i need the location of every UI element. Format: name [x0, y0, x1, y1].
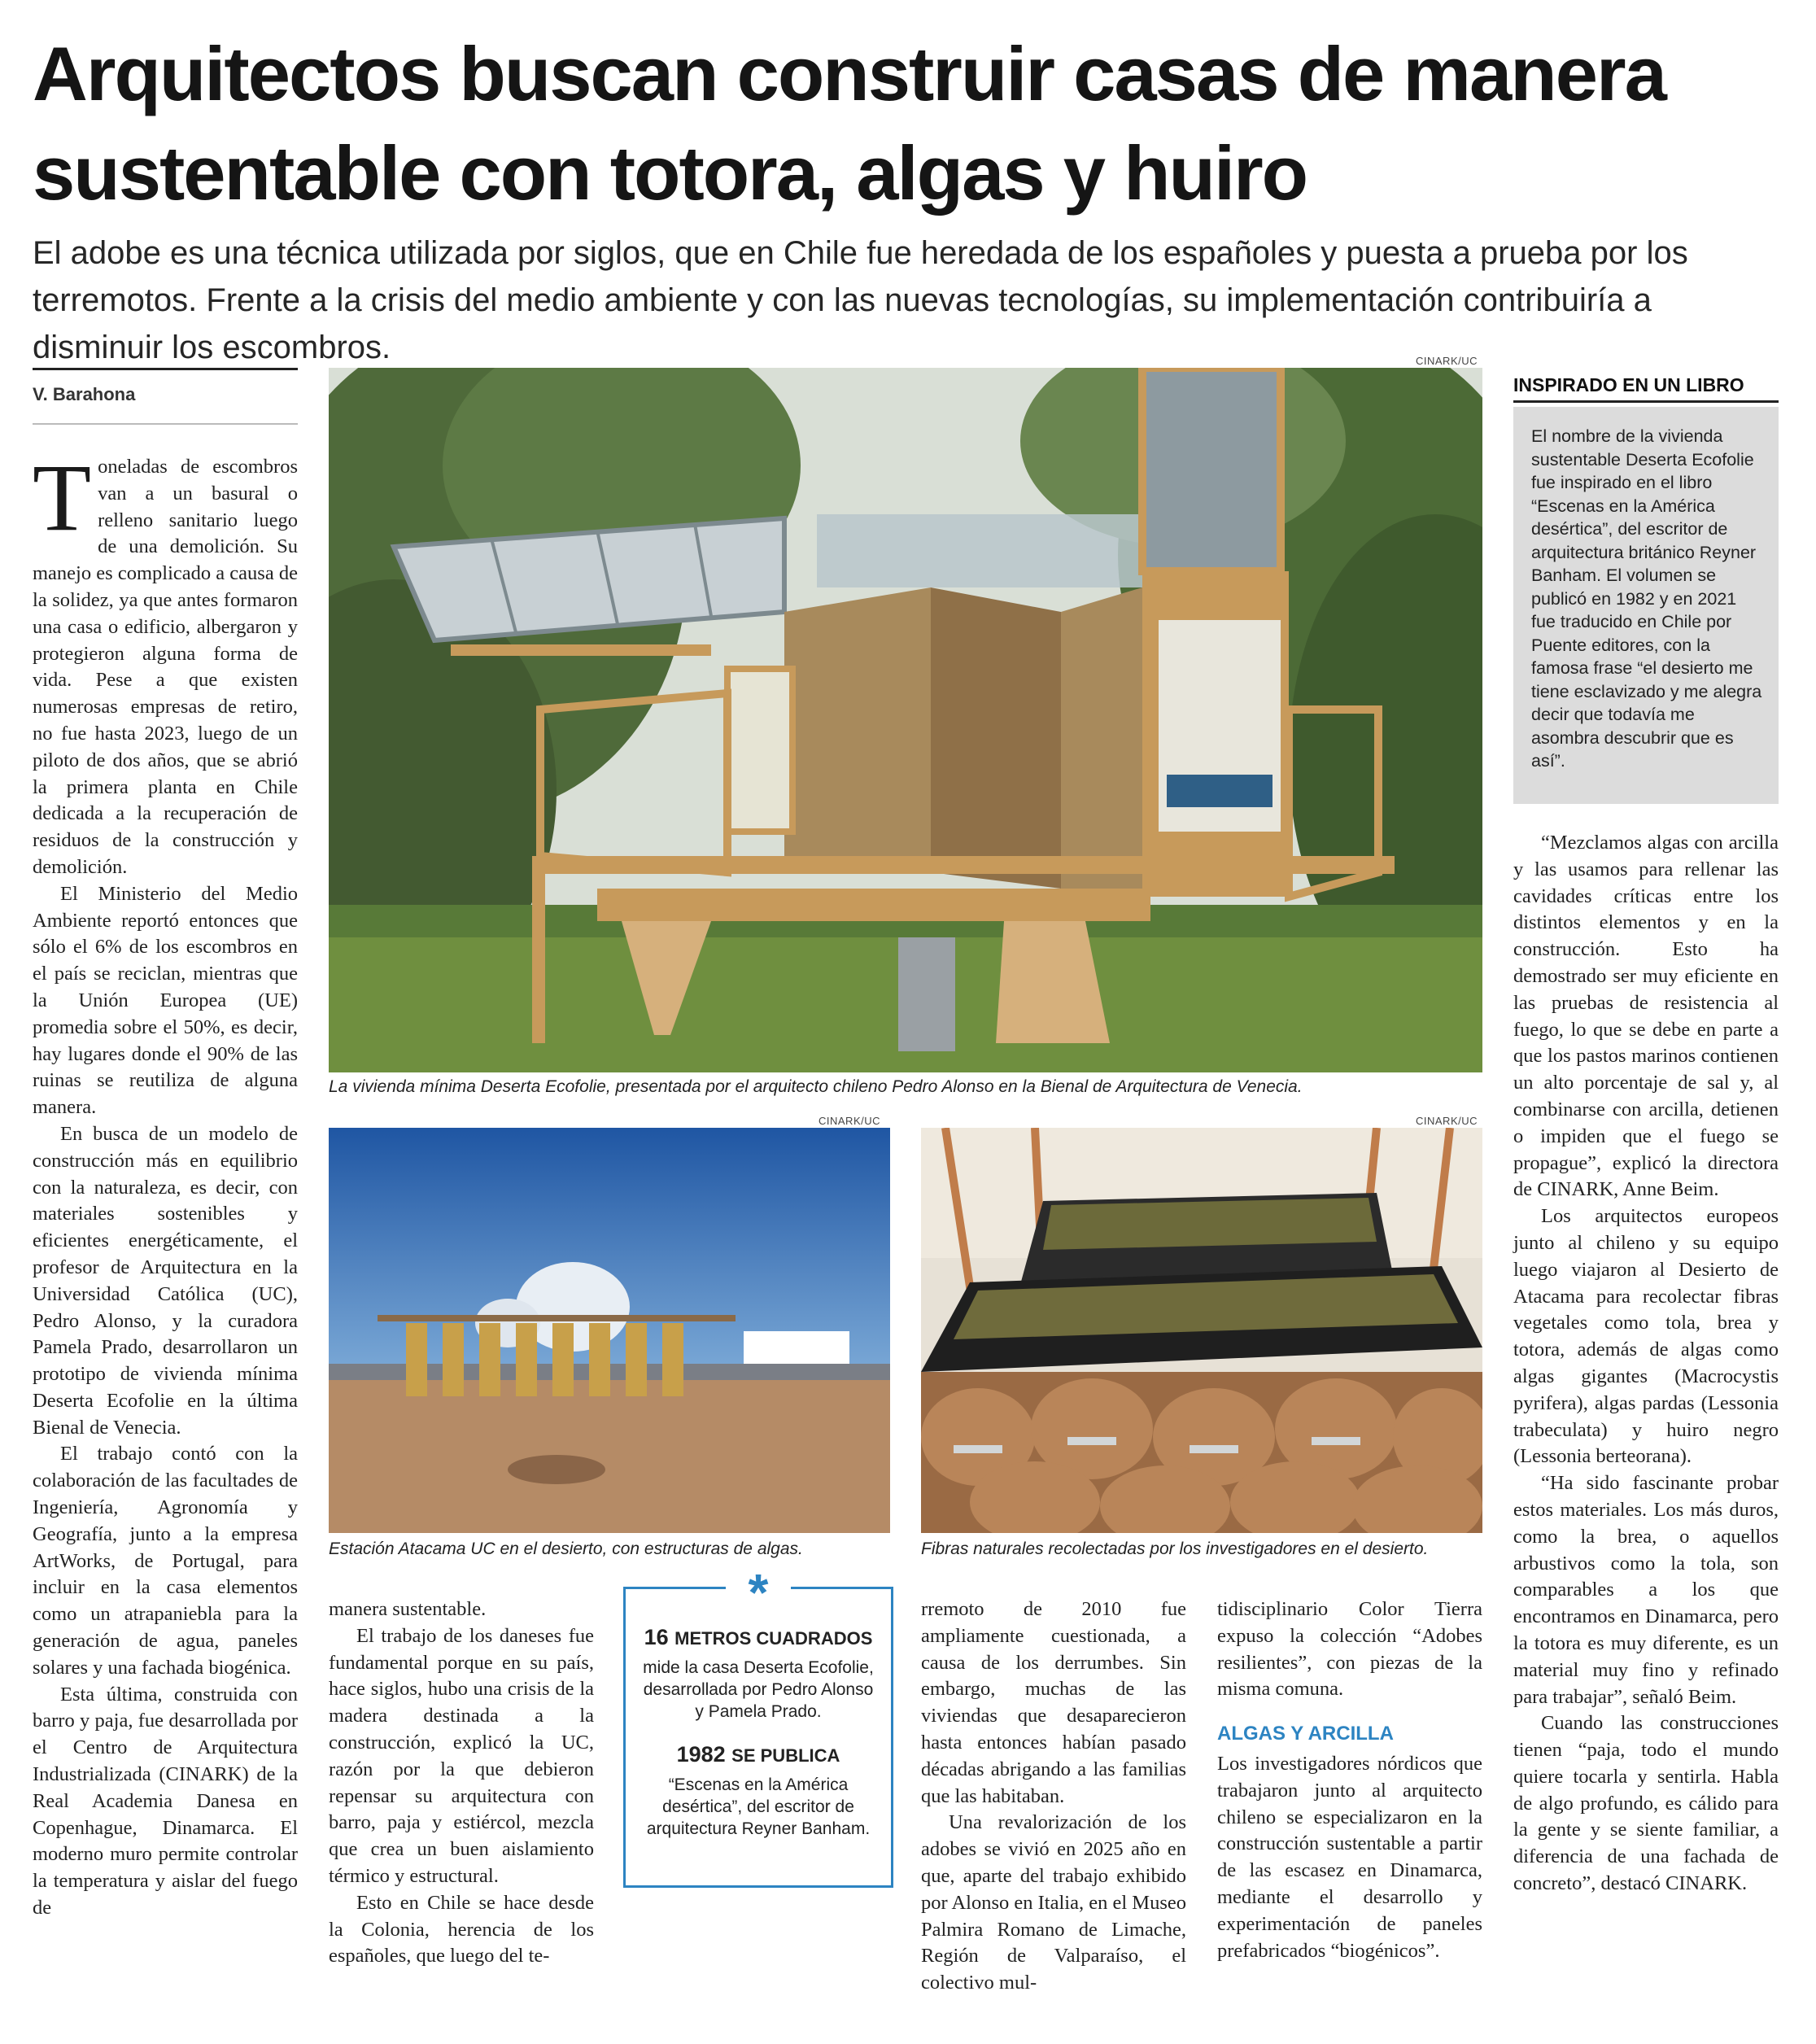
byline: V. Barahona [33, 384, 136, 404]
paragraph: El trabajo de los daneses fue fundamental porque en su país, hace siglos, hubo una crisis de la madera destinada a la construcción, explicó la UC, razón por la que debieron repensar su arquitectura con barro, paja y estiércol, mezcla que crea un buen aislamiento térmico y estructural. [329, 1624, 594, 1887]
left-photo-caption: Estación Atacama UC en el desierto, con estructuras de algas. [329, 1540, 803, 1558]
subhead: El adobe es una técnica utilizada por siglos, que en Chile fue heredada de los españoles y puesta a prueba por los terremotos. Frente a la crisis del medio ambiente y con las nuevas tecnologías, su implementación contribuiría a disminuir los escombros. [33, 235, 1688, 365]
main-photo [329, 368, 1482, 1072]
byline-rule [33, 368, 298, 370]
right-photo-caption: Fibras naturales recolectadas por los investigadores en el desierto. [921, 1540, 1429, 1558]
paragraph: Una revalorización de los adobes se vivió en 2025 año en que, aparte del trabajo exhibido por Alonso en Italia, en el Museo Palmira Romano de Limache, Región de Valparaíso, el colectivo mul- [921, 1811, 1186, 1994]
main-photo-credit: CINARK/UC [1416, 355, 1478, 367]
paragraph: Los arquitectos europeos junto al chileno y su equipo luego viajaron al Desierto de Atacama para recolectar fibras vegetales como tola, brea y totora, además de algas como algas gigantes (Macrocystis pyrifera), algas pardas (Lessonia trabeculata) y huiro negro (Lessonia berteorana). [1513, 1205, 1779, 1468]
article-column-4 [1217, 1596, 1482, 1964]
main-photo-caption: La vivienda mínima Deserta Ecofolie, presentada por el arquitecto chileno Pedro Alonso en la Bienal de Arquitectura de Venecia. [329, 1077, 1303, 1096]
sidebar-text: El nombre de la vivienda sustentable Deserta Ecofolie fue inspirado en el libro “Escenas en la América desértica”, del escritor de arquitectura británico Reyner Banham. El volumen se publicó en 1982 y en 2021 fue traducido en Chile por Puente editores, con la famosa frase “el desierto me tiene esclavizado y me alegra decir que todavía me asombra descubrir que es así”. [1531, 426, 1762, 771]
sidebar-box [1513, 407, 1779, 804]
headline: Arquitectos buscan construir casas de manera sustentable con totora, algas y huiro [33, 31, 1665, 216]
fact-2-label: SE PUBLICA [731, 1745, 840, 1766]
fact-1-heading [626, 1625, 891, 1650]
article-column-1 [33, 444, 298, 1922]
paragraph: oneladas de escombros van a un basural o relleno sanitario luego de una demolición. Su manejo es complicado a causa de la solidez, ya que antes formaron una casa o edificio, albergaron y protegieron alguna forma de vida. Pese a que existen numerosas empresas de retiro, no fue hasta 2023, luego de un piloto de dos años, que se abrió la primera planta en Chile dedicada a la recuperación de residuos de la construcción y demolición. [33, 456, 298, 878]
paragraph: rremoto de 2010 fue ampliamente cuestionada, a causa de los derrumbes. Sin embargo, muchas de las viviendas que desaparecieron hasta entonces habían pasado décadas abrigando a las familias que las habitaban. [921, 1598, 1186, 1807]
house-illustration [329, 368, 1482, 1072]
fact-box [623, 1563, 893, 1888]
paragraph: Cuando las construcciones tienen “paja, todo el mundo quiere tocarla y sentirla. Habla de algo profundo, es cálido para la gente y se siente familiar, a diferencia de una fachada de concreto”, destacó CINARK. [1513, 1712, 1779, 1895]
sidebar-title: INSPIRADO EN UN LIBRO [1513, 374, 1744, 395]
left-photo-credit: CINARK/UC [819, 1115, 881, 1127]
article-column-3 [921, 1596, 1186, 1997]
fact-1-label: METROS CUADRADOS [674, 1628, 873, 1649]
atacama-illustration [329, 1128, 890, 1533]
paragraph: “Ha sido fascinante probar estos materiales. Los más duros, como la brea, o aquellos arbustivos como la tola, son comparables a los que encontramos en Dinamarca, pero la totora es muy diferente, es un material muy fino y refinado para trabajar”, señaló Beim. [1513, 1472, 1779, 1708]
fact-2-number: 1982 [676, 1742, 726, 1767]
paragraph: En busca de un modelo de construcción más en equilibrio con la naturaleza, es decir, con materiales sostenibles y eficientes energéticamente, el profesor de Arquitectura en la Universidad Católica (UC), Pedro Alonso, y la curadora Pamela Prado, desarrollaron un prototipo de vivienda mínima Deserta Ecofolie en la última Bienal de Venecia. [33, 1122, 298, 1439]
paragraph: manera sustentable. [329, 1598, 487, 1620]
article-column-2 [329, 1596, 594, 1970]
fact-1-number: 16 [644, 1625, 669, 1649]
paragraph: “Mezclamos algas con arcilla y las usamos para rellenar las cavidades críticas entre los distintos elementos y en la construcción. Esto ha demostrado ser muy eficiente en las pruebas de resistencia al fuego, lo que se debe en parte a que los pastos marinos contienen un alto porcentaje de sal y, al combinarse con arcilla, detienen o impiden que el fuego se propague”, explicó la directora de CINARK, Anne Beim. [1513, 832, 1779, 1201]
fact-2-heading [626, 1742, 891, 1767]
drop-cap: T [33, 444, 92, 551]
paragraph: Esto en Chile se hace desde la Colonia, herencia de los españoles, que luego del te- [329, 1891, 594, 1968]
paragraph: Los investigadores nórdicos que trabajaron junto al arquitecto chileno se especializaron en la construcción sustentable a partir de las escasez en Dinamarca, mediante el desarrollo y experimentación de paneles prefabricados “biogénicos”. [1217, 1752, 1482, 1962]
fact-1-text: mide la casa Deserta Ecofolie, desarrollada por Pedro Alonso y Pamela Prado. [643, 1658, 874, 1721]
byline-divider [33, 423, 298, 425]
fact-2-text: “Escenas en la América desértica”, del escritor de arquitectura Reyner Banham. [646, 1775, 871, 1838]
fibers-illustration [921, 1128, 1482, 1533]
paragraph: Esta última, construida con barro y paja, fue desarrollada por el Centro de Arquitectura Industrializada (CINARK) de la Real Academia Danesa en Copenhague, Dinamarca. El moderno muro permite controlar la temperatura y aislar del fuego de [33, 1683, 298, 1920]
sidebar-rule [1513, 400, 1779, 403]
section-subtitle: ALGAS Y ARCILLA [1217, 1723, 1394, 1745]
article-column-5 [1513, 830, 1779, 1898]
left-photo [329, 1128, 890, 1533]
right-photo [921, 1128, 1482, 1533]
paragraph: tidisciplinario Color Tierra expuso la colección “Adobes resilientes”, con piezas de la misma comuna. [1217, 1598, 1482, 1701]
paragraph: El trabajo contó con la colaboración de las facultades de Ingeniería, Agronomía y Geografía, junto a la empresa ArtWorks, de Portugal, para incluir en la casa elementos como un atrapaniebla para la generación de agua, paneles solares y una fachada biogénica. [33, 1443, 298, 1679]
asterisk-icon: * [726, 1566, 791, 1607]
right-photo-credit: CINARK/UC [1416, 1115, 1478, 1127]
paragraph: El Ministerio del Medio Ambiente reportó entonces que sólo el 6% de los escombros en el país se reciclan, mientras que la Unión Europea (UE) promedia sobre el 50%, es decir, hay lugares donde el 90% de las ruinas se reutiliza de alguna manera. [33, 882, 298, 1119]
